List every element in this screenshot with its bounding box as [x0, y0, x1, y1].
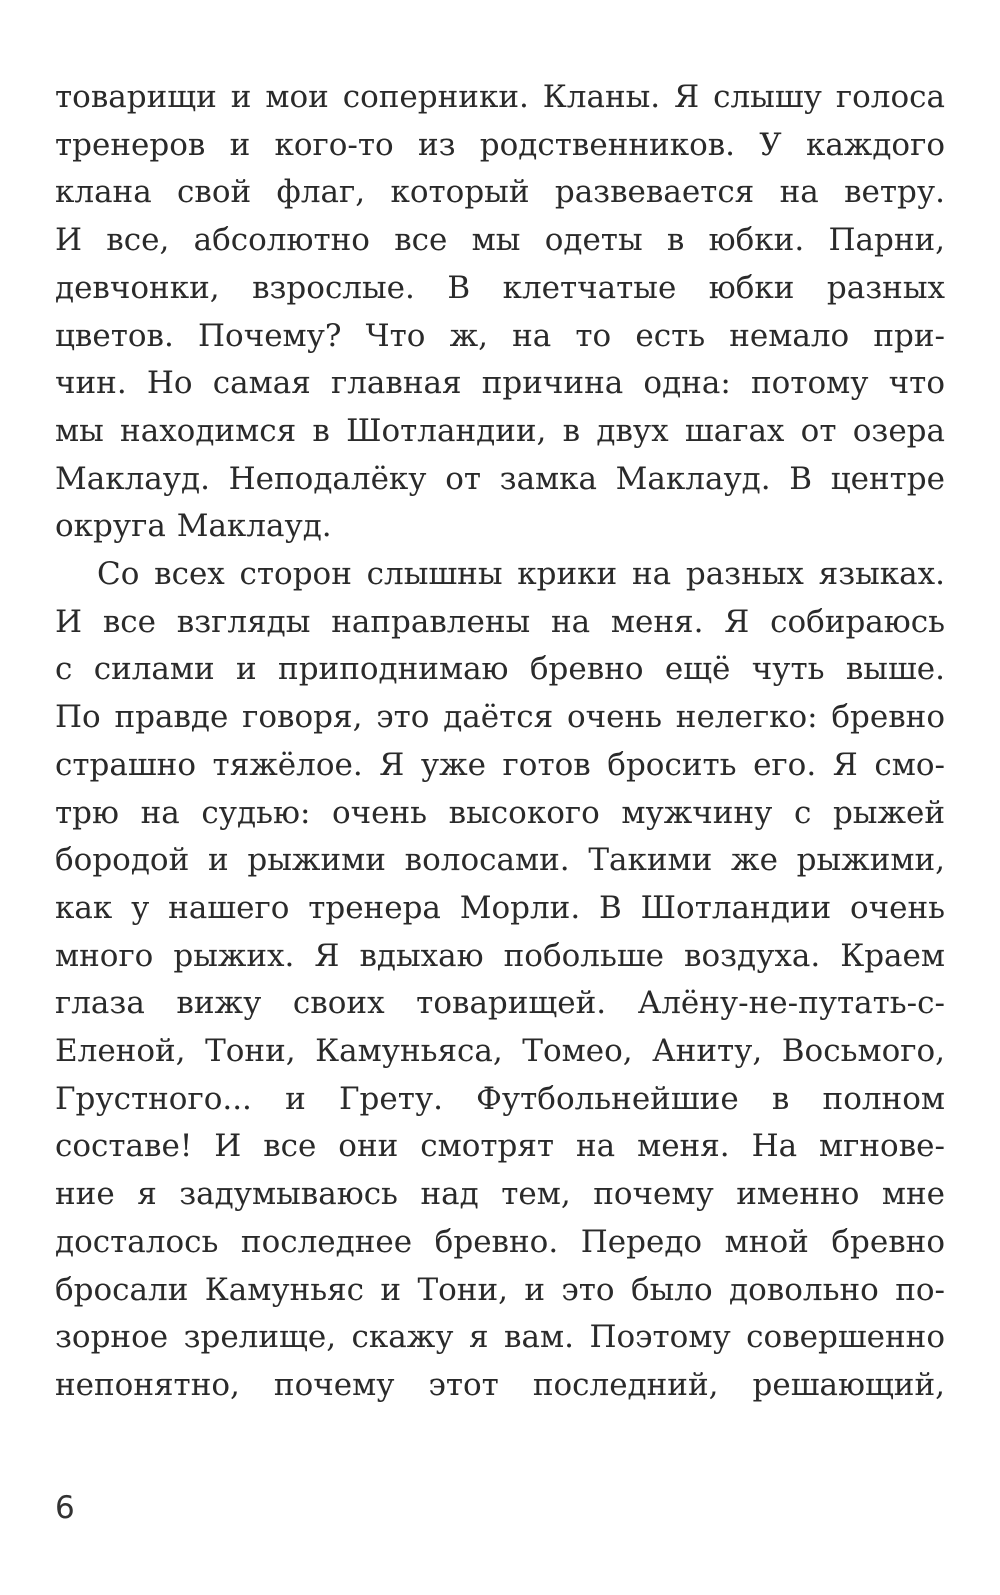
- text-line: как у нашего тренера Морли. В Шотландии очень: [55, 889, 945, 926]
- text-line: трю на судью: очень высокого мужчину с рыжей: [55, 794, 945, 831]
- page-number: 6: [55, 1490, 75, 1526]
- text-line: зорное зрелище, скажу я вам. Поэтому совершенно: [55, 1319, 945, 1356]
- text-line: Со всех сторон слышны крики на разных языках.: [97, 556, 945, 593]
- text-line: бросали Камуньяс и Тони, и это было довольно по-: [55, 1271, 945, 1308]
- text-line: бородой и рыжими волосами. Такими же рыжими,: [55, 842, 945, 879]
- text-line: глаза вижу своих товарищей. Алёну-не-путать-с-: [55, 985, 945, 1022]
- text-line: чин. Но самая главная причина одна: потому что: [55, 365, 945, 402]
- text-line: мы находимся в Шотландии, в двух шагах от озера: [55, 412, 945, 449]
- text-line: непонятно, почему этот последний, решающий,: [55, 1366, 945, 1403]
- text-line: досталось последнее бревно. Передо мной бревно: [55, 1223, 945, 1260]
- text-line: Еленой, Тони, Камуньяса, Томео, Аниту, Восьмого,: [55, 1033, 945, 1070]
- body-text: [55, 0, 945, 1410]
- text-line: Маклауд. Неподалёку от замка Маклауд. В центре: [55, 460, 945, 497]
- text-line: с силами и приподнимаю бревно ещё чуть выше.: [55, 651, 945, 688]
- text-line: И все взгляды направлены на меня. Я собираюсь: [55, 603, 945, 640]
- text-line: составе! И все они смотрят на меня. На мгнове-: [55, 1128, 945, 1165]
- text-line: Грустного... и Грету. Футбольнейшие в полном: [55, 1080, 945, 1117]
- text-line: клана свой флаг, который развевается на ветру.: [55, 174, 945, 211]
- text-line: товарищи и мои соперники. Кланы. Я слышу голоса: [55, 79, 945, 115]
- text-line: ние я задумываюсь над тем, почему именно мне: [55, 1176, 945, 1213]
- text-line: И все, абсолютно все мы одеты в юбки. Парни,: [55, 222, 945, 259]
- text-line: По правде говоря, это даётся очень нелегко: бревно: [55, 699, 945, 736]
- text-line: цветов. Почему? Что ж, на то есть немало при-: [55, 317, 945, 354]
- text-line: много рыжих. Я вдыхаю побольше воздуха. Краем: [55, 937, 945, 974]
- text-line: округа Маклауд.: [55, 508, 332, 545]
- text-line: страшно тяжёлое. Я уже готов бросить его. Я смо-: [55, 746, 945, 783]
- text-line: девчонки, взрослые. В клетчатые юбки разных: [55, 269, 945, 306]
- text-line: тренеров и кого-то из родственников. У каждого: [55, 126, 945, 163]
